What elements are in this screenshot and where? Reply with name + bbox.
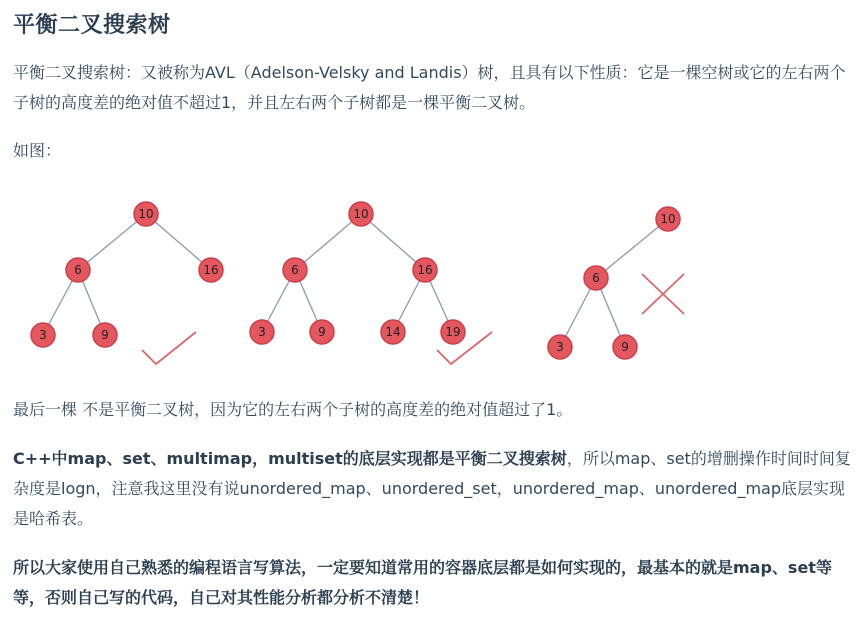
avl-tree-figure [0,190,864,380]
tree2-node-right [413,258,437,282]
advice-paragraph [13,553,853,613]
svg-text:9: 9 [318,325,326,339]
tree2-node-right-left [381,320,405,344]
tree2-node-left-right [310,320,334,344]
svg-text:9: 9 [621,340,629,354]
tree3-node-root [656,207,680,231]
svg-text:10: 10 [353,207,369,221]
tree3-node-left-right [613,335,637,359]
page-title: 平衡二叉搜索树 [13,13,171,38]
svg-text:19: 19 [445,325,461,339]
tree2-node-root [349,202,373,226]
tree-2 [250,202,492,364]
checkmark-icon [142,332,196,364]
tree2-node-left [283,258,307,282]
stl-containers-bold-text: C++中map、set、multimap，multiset的底层实现都是平衡二叉搜索树 [13,449,567,468]
svg-text:3: 3 [556,340,564,354]
svg-text:9: 9 [101,328,109,342]
tree-1 [31,202,223,364]
tree1-node-left-right [93,323,117,347]
tree3-node-left-left [548,335,572,359]
advice-bold-text: 所以大家使用自己熟悉的编程语言写算法，一定要知道常用的容器底层都是如何实现的，最基本的就是map、set等等，否则自己写的代码，自己对其性能分析都分析不清楚！ [13,558,832,607]
tree2-node-left-left [250,320,274,344]
svg-text:3: 3 [39,328,47,342]
tree-3 [548,207,684,359]
tree1-node-root [134,202,158,226]
svg-text:14: 14 [385,325,401,339]
cross-icon [642,274,684,314]
svg-text:10: 10 [660,212,676,226]
svg-text:6: 6 [74,263,82,277]
tree1-node-right [199,258,223,282]
tree3-node-left [584,266,608,290]
svg-text:6: 6 [592,271,600,285]
tree2-node-right-right [441,320,465,344]
last-tree-explanation: 最后一棵 不是平衡二叉树，因为它的左右两个子树的高度差的绝对值超过了1。 [13,400,573,419]
avl-definition-paragraph: 平衡二叉搜索树：又被称为AVL（Adelson-Velsky and Landis）树，且具有以下性质：它是一棵空树或它的左右两个子树的高度差的绝对值不超过1，并且左右两个子树都是一棵平衡二叉树。 [13,63,846,112]
svg-text:10: 10 [138,207,154,221]
tree1-node-left [66,258,90,282]
svg-text:3: 3 [258,325,266,339]
stl-containers-rest-text: ，所以map、set的增删操作时间时间复杂度是logn，注意我这里没有说unordered_map、unordered_set，unordered_map、unordered_map底层实现是哈希表。 [13,449,851,528]
figure-intro-text: 如图： [13,141,62,160]
tree1-node-left-left [31,323,55,347]
svg-text:6: 6 [291,263,299,277]
stl-containers-paragraph [13,444,853,534]
svg-text:16: 16 [203,263,219,277]
svg-text:16: 16 [417,263,433,277]
